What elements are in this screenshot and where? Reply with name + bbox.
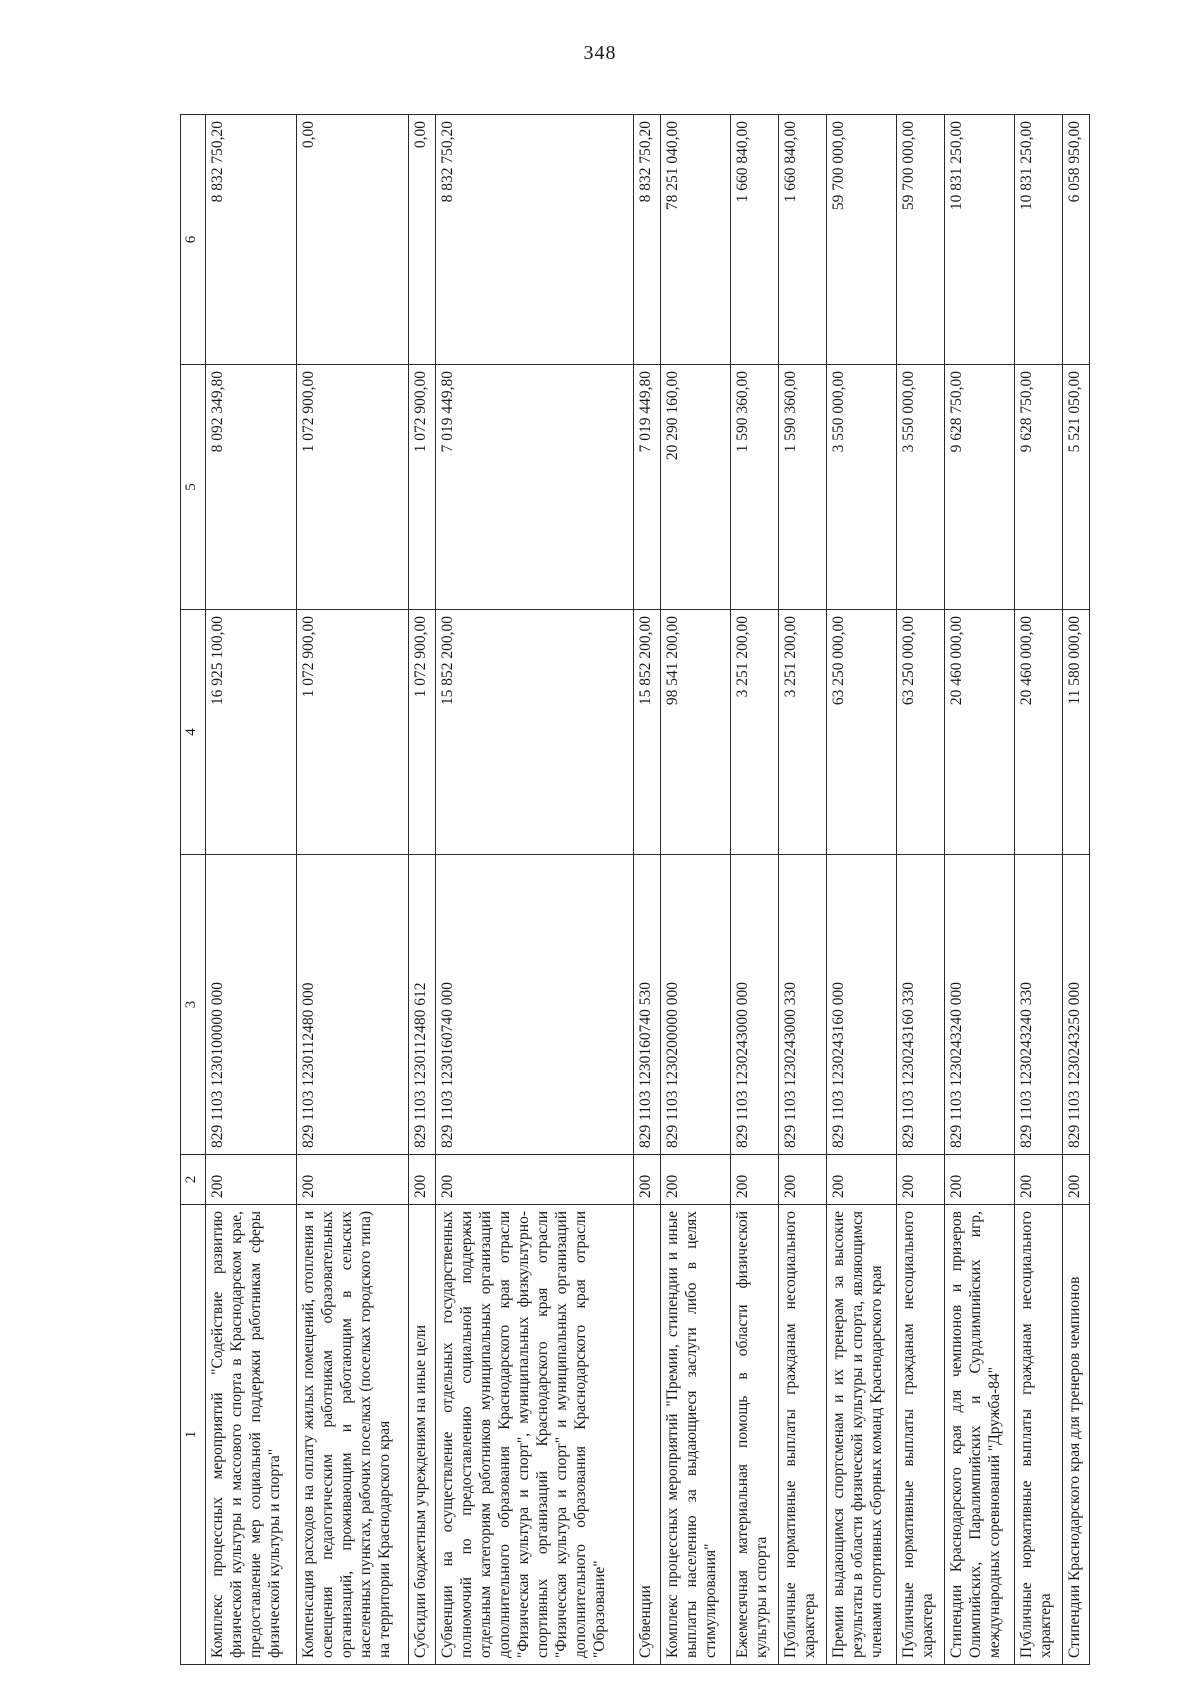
row-amount-part2: 10 831 250,00	[1014, 115, 1062, 365]
table-row	[660, 115, 730, 1665]
row-kbk: 829 1103 1230200000 000	[660, 855, 730, 1155]
row-amount-part1: 9 628 750,00	[945, 365, 1015, 610]
row-name: Стипендии Краснодарского края для чемпионов и призеров Олимпийских, Паралимпийских и Сурдлимпийских игр, международных соревнований "Дружба-84"	[945, 1205, 1015, 1665]
row-amount-total: 1 072 900,00	[296, 610, 408, 855]
row-amount-part2: 1 660 840,00	[778, 115, 826, 365]
row-amount-part2: 6 058 950,00	[1062, 115, 1089, 365]
row-code: 200	[409, 1155, 436, 1205]
row-amount-part1: 20 290 160,00	[660, 365, 730, 610]
row-amount-part1: 1 072 900,00	[296, 365, 408, 610]
row-name: Субвенции	[633, 1205, 660, 1665]
row-kbk: 829 1103 1230243250 000	[1062, 855, 1089, 1155]
row-kbk: 829 1103 1230112480 000	[296, 855, 408, 1155]
row-amount-total: 20 460 000,00	[945, 610, 1015, 855]
row-code: 200	[778, 1155, 826, 1205]
table-body	[206, 115, 1090, 1665]
row-amount-part1: 1 072 900,00	[409, 365, 436, 610]
row-kbk: 829 1103 1230243240 330	[1014, 855, 1062, 1155]
header-col-4: 4	[181, 610, 206, 855]
table-row	[1014, 115, 1062, 1665]
row-amount-part2: 59 700 000,00	[827, 115, 897, 365]
row-amount-part1: 7 019 449,80	[436, 365, 634, 610]
row-amount-total: 15 852 200,00	[436, 610, 634, 855]
row-kbk: 829 1103 1230243000 000	[730, 855, 778, 1155]
row-code: 200	[660, 1155, 730, 1205]
row-amount-part2: 0,00	[296, 115, 408, 365]
table-row	[296, 115, 408, 1665]
row-name: Ежемесячная материальная помощь в области физической культуры и спорта	[730, 1205, 778, 1665]
row-amount-part1: 1 590 360,00	[730, 365, 778, 610]
row-amount-total: 98 541 200,00	[660, 610, 730, 855]
row-amount-part2: 8 832 750,20	[633, 115, 660, 365]
header-col-5: 5	[181, 365, 206, 610]
row-amount-total: 20 460 000,00	[1014, 610, 1062, 855]
table-row	[1062, 115, 1089, 1665]
table-row	[730, 115, 778, 1665]
row-code: 200	[827, 1155, 897, 1205]
row-kbk: 829 1103 1230160740 000	[436, 855, 634, 1155]
row-code: 200	[633, 1155, 660, 1205]
row-kbk: 829 1103 1230112480 612	[409, 855, 436, 1155]
row-amount-part2: 10 831 250,00	[945, 115, 1015, 365]
row-amount-total: 3 251 200,00	[730, 610, 778, 855]
table-row	[827, 115, 897, 1665]
row-amount-total: 16 925 100,00	[206, 610, 297, 855]
row-amount-total: 15 852 200,00	[633, 610, 660, 855]
row-name: Премии выдающимся спортсменам и их тренерам за высокие результаты в области физической культуры и спорта, являющимся членами спортивных сборных команд Краснодарского края	[827, 1205, 897, 1665]
row-kbk: 829 1103 1230100000 000	[206, 855, 297, 1155]
table-header-row	[181, 115, 206, 1665]
row-code: 200	[730, 1155, 778, 1205]
row-code: 200	[1014, 1155, 1062, 1205]
row-name: Комплекс процессных мероприятий "Содействие развитию физической культуры и массового спорта в Краснодарском крае, предоставление мер социальной поддержки работникам сферы физической культуры и спорта"	[206, 1205, 297, 1665]
row-amount-total: 11 580 000,00	[1062, 610, 1089, 855]
row-amount-part1: 1 590 360,00	[778, 365, 826, 610]
row-amount-part2: 8 832 750,20	[206, 115, 297, 365]
row-name: Субвенции на осуществление отдельных государственных полномочий по предоставлению социальной поддержки отдельным категориям работников муниципальных организаций дополнительного образования Краснодарского края отрасли "Физическая культура и спорт", муниципальных физкультурно-спортивных организаций Краснодарского края отрасли "Физическая культура и спорт" и муниципальных организаций дополнительного образования Краснодарского края отрасли "Образование"	[436, 1205, 634, 1665]
row-code: 200	[896, 1155, 944, 1205]
row-name: Стипендии Краснодарского края для тренеров чемпионов	[1062, 1205, 1089, 1665]
row-code: 200	[1062, 1155, 1089, 1205]
page-number: 348	[583, 42, 617, 64]
rotated-table-container	[180, 115, 1090, 1665]
row-name: Субсидии бюджетным учреждениям на иные цели	[409, 1205, 436, 1665]
budget-table	[180, 114, 1090, 1665]
row-name: Публичные нормативные выплаты гражданам несоциального характера	[778, 1205, 826, 1665]
row-amount-total: 63 250 000,00	[827, 610, 897, 855]
row-amount-part1: 5 521 050,00	[1062, 365, 1089, 610]
row-code: 200	[296, 1155, 408, 1205]
table-row	[945, 115, 1015, 1665]
row-kbk: 829 1103 1230243000 330	[778, 855, 826, 1155]
row-kbk: 829 1103 1230243240 000	[945, 855, 1015, 1155]
row-amount-part1: 3 550 000,00	[896, 365, 944, 610]
row-amount-part2: 1 660 840,00	[730, 115, 778, 365]
row-name: Публичные нормативные выплаты гражданам несоциального характера	[1014, 1205, 1062, 1665]
table-row	[206, 115, 297, 1665]
header-col-1: 1	[181, 1205, 206, 1665]
row-amount-total: 63 250 000,00	[896, 610, 944, 855]
row-amount-part1: 3 550 000,00	[827, 365, 897, 610]
row-name: Комплекс процессных мероприятий "Премии, стипендии и иные выплаты населению за выдающиеся заслуги либо в целях стимулирования"	[660, 1205, 730, 1665]
row-amount-part1: 7 019 449,80	[633, 365, 660, 610]
row-amount-total: 1 072 900,00	[409, 610, 436, 855]
row-amount-part1: 9 628 750,00	[1014, 365, 1062, 610]
row-kbk: 829 1103 1230243160 330	[896, 855, 944, 1155]
row-kbk: 829 1103 1230160740 530	[633, 855, 660, 1155]
header-col-2: 2	[181, 1155, 206, 1205]
header-col-3: 3	[181, 855, 206, 1155]
row-code: 200	[436, 1155, 634, 1205]
row-code: 200	[206, 1155, 297, 1205]
row-amount-part2: 78 251 040,00	[660, 115, 730, 365]
header-col-6: 6	[181, 115, 206, 365]
row-amount-part2: 0,00	[409, 115, 436, 365]
row-kbk: 829 1103 1230243160 000	[827, 855, 897, 1155]
row-amount-part2: 59 700 000,00	[896, 115, 944, 365]
row-amount-part1: 8 092 349,80	[206, 365, 297, 610]
row-amount-part2: 8 832 750,20	[436, 115, 634, 365]
row-name: Компенсация расходов на оплату жилых помещений, отопления и освещения педагогическим работникам образовательных организаций, проживающим и работающим в сельских населенных пунктах, рабочих поселках (поселках городского типа) на территории Краснодарского края	[296, 1205, 408, 1665]
table-row	[436, 115, 634, 1665]
table-row	[896, 115, 944, 1665]
table-row	[778, 115, 826, 1665]
table-row	[633, 115, 660, 1665]
row-name: Публичные нормативные выплаты гражданам несоциального характера	[896, 1205, 944, 1665]
row-amount-total: 3 251 200,00	[778, 610, 826, 855]
table-row	[409, 115, 436, 1665]
row-code: 200	[945, 1155, 1015, 1205]
